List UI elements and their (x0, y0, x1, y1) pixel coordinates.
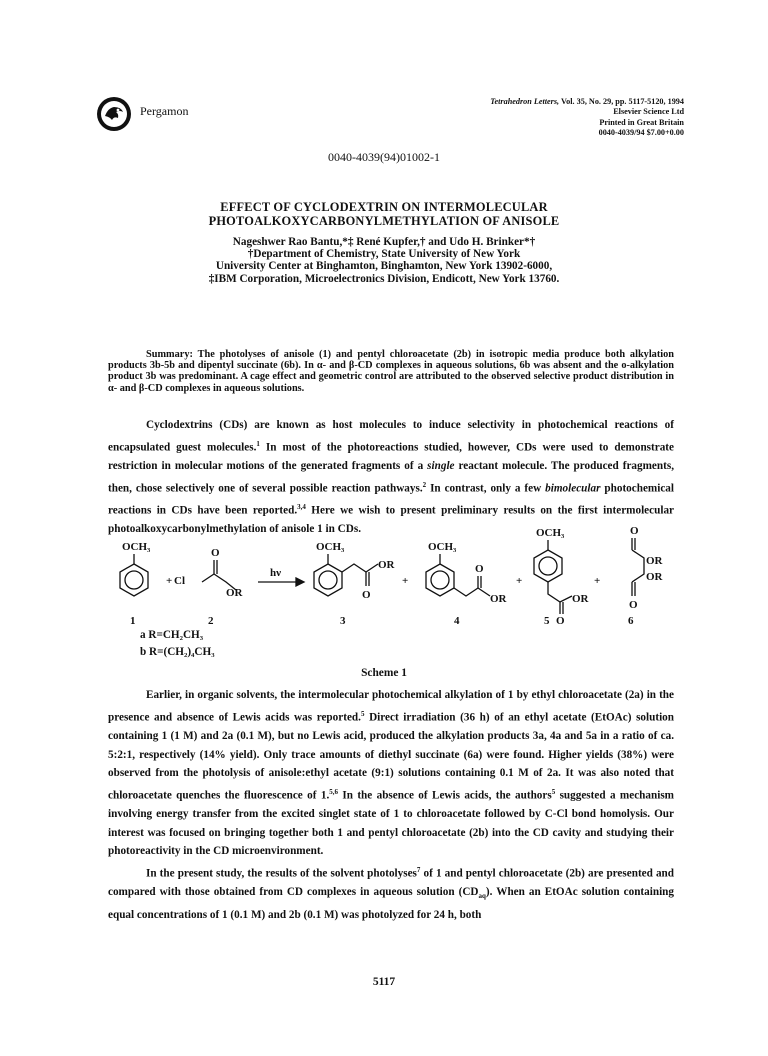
journal-price: 0040-4039/94 $7.00+0.00 (598, 128, 684, 138)
label-och3-5: OCH₃ (536, 527, 565, 539)
plus-4: + (594, 575, 601, 587)
paragraph-2 (108, 686, 674, 861)
label-och3-3: OCH₃ (316, 541, 345, 553)
label-or-6a: OR (646, 555, 663, 567)
affiliation-1: †Department of Chemistry, State University of New York (247, 248, 521, 261)
paragraph-3 (108, 861, 674, 925)
label-or-5: OR (572, 593, 589, 605)
label-o-4: O (475, 563, 484, 575)
title-line-2: PHOTOALKOXYCARBONYLMETHYLATION OF ANISOLE (208, 214, 560, 228)
para3-text-c: ). When an EtOAc solution containing equal concentrations of 1 (0.1 M) and 2b (0.1 M) was photolyzed for 24 h, both (108, 886, 674, 921)
ref-5-6: 5,6 (329, 787, 338, 796)
article-title (0, 200, 768, 228)
para1-text-b: In most of the photoreactions studied, however, CDs were used to demonstrate restriction in molecular motions of the generated fragments of a (108, 441, 674, 472)
authors-block (0, 236, 768, 285)
ref-5: 5 (360, 709, 365, 718)
label-o-5: O (556, 615, 565, 627)
journal-publisher: Elsevier Science Ltd (613, 107, 684, 117)
ref-3-4: 3,4 (297, 502, 306, 511)
benzene-ring-1 (120, 564, 148, 596)
label-or-3: OR (378, 559, 395, 571)
scheme-caption: Scheme 1 (361, 667, 407, 679)
benzene-ring-5 (534, 550, 562, 582)
compound-number-4: 4 (454, 615, 460, 627)
succinate-bonds (632, 550, 644, 582)
para1-text-d: In contrast, only a few (426, 482, 546, 495)
benzene-ring-3 (314, 564, 342, 596)
compound-number-2: 2 (208, 615, 214, 627)
compound-number-5: 5 (544, 615, 550, 627)
article-code: 0040-4039(94)01002-1 (328, 150, 440, 164)
r-group-a: a R=CH₂CH₃ (140, 629, 204, 641)
ref-2: 2 (422, 480, 427, 489)
benzene-ring-4 (426, 564, 454, 596)
para3-text-a: In the present study, the results of the solvent photolyses (146, 867, 417, 880)
label-o-3: O (362, 589, 371, 601)
affiliation-2: University Center at Binghamton, Binghamton, New York 13902-6000, (215, 260, 553, 273)
label-or-4: OR (490, 593, 507, 605)
compound-number-6: 6 (628, 615, 634, 627)
r-group-definitions (140, 627, 215, 661)
para1-text-e: photochemical reactions in CDs have been reported. (108, 482, 675, 517)
summary-label: Summary: (146, 349, 193, 360)
summary-text: The photolyses of anisole (1) and pentyl chloroacetate (2b) in isotropic media produce both alkylation products 3b-5b and dipentyl succinate (6b). In α- and β-CD complexes in aqueous solutions, 6b was absent and the o-alkylation product 3b was predominant. A cage effect and geometric control are attributed to the observed selective product distribution in α- and β-CD complexes in aqueous solutions. (108, 349, 674, 394)
publisher-name: Pergamon (140, 104, 189, 118)
label-o-6b: O (629, 599, 638, 611)
para2-text-b: Direct irradiation (36 h) of an ethyl acetate (EtOAc) solution containing 1 (1 M) and 2a (0.1 M), but no Lewis acid, produced the alkylation products 3a, 4a and 5a in a ratio of ca. 5:2:1, respectively (14% yield). Only trace amounts of diethyl succinate (6a) were found. Higher yields (38%) were observed from the photolysis of anisole:ethyl acetate (9:1) solutions containing 0.1 M of 2a. It was also noted that chloroacetate quenches the fluorescence of 1. (108, 711, 674, 802)
subscript-aq: aq (478, 892, 486, 901)
page-number: 5117 (372, 976, 396, 988)
para2-text-d: suggested a mechanism involving energy transfer from the excited singlet state of 1 to chloroacetate followed by C-Cl bond homolysis. Our interest was focused on bringing together both 1 and pentyl chloroacetate (2b) into the CD cavity and studying their photoreactivity in the CD microenvironment. (108, 789, 674, 858)
label-cl: Cl (174, 575, 185, 587)
label-or-6b: OR (646, 571, 663, 583)
journal-info (490, 97, 684, 139)
label-och3-1: OCH₃ (122, 541, 151, 553)
title-line-1: EFFECT OF CYCLODEXTRIN ON INTERMOLECULAR (220, 200, 548, 214)
label-hv: hν (270, 567, 282, 579)
para1-text-a: Cyclodextrins (CDs) are known as host molecules to induce selectivity in photochemical reactions of encapsulated guest molecules. (108, 419, 674, 454)
label-och3-4: OCH₃ (428, 541, 457, 553)
author-names: Nageshwer Rao Bantu,*‡ René Kupfer,† and Udo H. Brinker*† (232, 236, 536, 248)
journal-name: Tetrahedron Letters, (490, 97, 560, 106)
para2-text-c: In the absence of Lewis acids, the authors (338, 789, 552, 802)
ref-5b: 5 (551, 787, 556, 796)
para3-text-b: of 1 and pentyl chloroacetate (2b) are presented and compared with those obtained from CD complexes in aqueous solution (CD (108, 867, 674, 899)
label-o-2: O (211, 547, 220, 559)
ref-1: 1 (256, 439, 260, 448)
journal-citation: Vol. 35, No. 29, pp. 5117-5120, 1994 (559, 97, 684, 106)
summary (108, 349, 674, 394)
para1-italic-bimolecular: bimolecular (545, 482, 601, 495)
plus-2: + (402, 575, 409, 587)
compound-number-1: 1 (130, 615, 136, 627)
scheme-1-diagram (108, 520, 674, 628)
para2-text-a: Earlier, in organic solvents, the intermolecular photochemical alkylation of 1 by ethyl chloroacetate (2a) in the presence and absence of Lewis acids was reported. (108, 689, 674, 724)
para1-text-f: Here we wish to present preliminary results on the first intermolecular photoalkoxycarbonylmethylation of anisole 1 in CDs. (108, 504, 674, 536)
ref-7: 7 (416, 865, 421, 874)
paragraph-body (108, 686, 674, 925)
r-group-b: b R=(CH₂)₄CH₃ (140, 646, 215, 658)
affiliation-3: ‡IBM Corporation, Microelectronics Division, Endicott, New York 13760. (208, 272, 560, 285)
ring-1-circle (125, 571, 143, 589)
para1-text-c: reactant molecule. The produced fragments, then, chose selectively one of several possible reaction pathways. (108, 459, 674, 495)
pergamon-logo (96, 96, 132, 132)
label-o-6a: O (630, 525, 639, 537)
plus-1: + (166, 575, 173, 587)
journal-printed: Printed in Great Britain (599, 117, 684, 127)
plus-3: + (516, 575, 523, 587)
label-or-2: OR (226, 587, 243, 599)
para1-italic-single: single (427, 459, 455, 472)
compound-number-3: 3 (340, 615, 346, 627)
